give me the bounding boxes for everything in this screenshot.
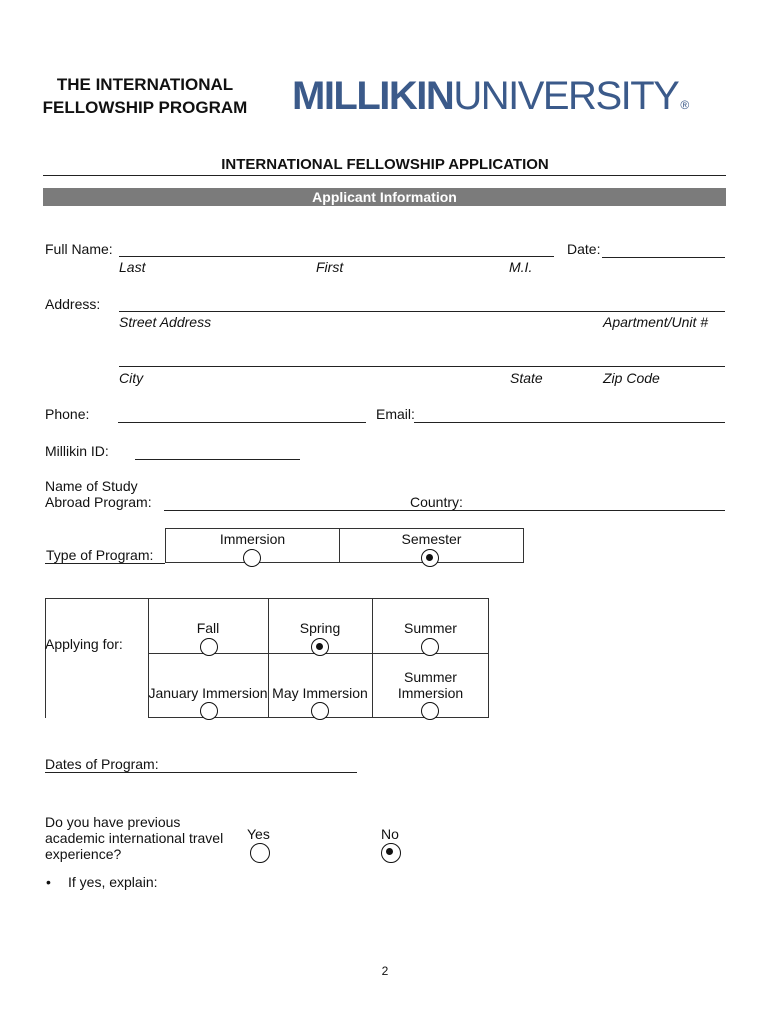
country-label: Country: [410,494,463,510]
travel-yes-radio[interactable] [250,843,270,863]
immersion-radio[interactable] [243,549,261,567]
spring-option-label: Spring [299,620,341,636]
if-yes-explain-label: If yes, explain: [68,874,158,890]
study-abroad-label-line1: Name of Study [45,478,138,494]
dates-of-program-label: Dates of Program: [45,756,159,772]
title-rule [43,175,726,176]
date-field[interactable] [602,257,725,258]
logo-light-text: UNIVERSITY [453,74,679,118]
bullet-icon: • [46,874,51,890]
program-type-underline [45,563,165,564]
phone-field[interactable] [118,422,366,423]
january-immersion-option-label: January Immersion [148,685,268,701]
semester-radio[interactable] [421,549,439,567]
zip-code-caption: Zip Code [603,370,660,386]
summer-radio[interactable] [421,638,439,656]
travel-question-line2: academic international travel [45,830,224,846]
address-label: Address: [45,296,101,312]
semester-option-label: Semester [401,531,462,547]
study-abroad-label-line2: Abroad Program: [45,494,152,510]
city-caption: City [119,370,144,386]
program-type-label: Type of Program: [46,547,154,563]
last-name-caption: Last [119,259,146,275]
summer-option-label: Summer [404,620,457,636]
summer-immersion-radio[interactable] [421,702,439,720]
street-address-caption: Street Address [119,314,212,330]
state-caption: State [510,370,543,386]
section-banner: Applicant Information [43,188,726,206]
fall-option-label: Fall [196,620,220,636]
date-label: Date: [567,241,601,257]
fall-radio[interactable] [200,638,218,656]
full-name-field[interactable] [119,256,554,257]
millikin-id-label: Millikin ID: [45,443,109,459]
millikin-id-field[interactable] [135,459,300,460]
first-name-caption: First [316,259,344,275]
logo-registered-mark: ® [680,98,688,112]
no-option-label: No [381,826,399,842]
street-address-field[interactable] [119,311,725,312]
applying-for-label-cell [45,598,149,718]
may-immersion-radio[interactable] [311,702,329,720]
spring-radio[interactable] [311,638,329,656]
travel-question-line3: experience? [45,846,122,862]
phone-label: Phone: [45,406,90,422]
page-number: 2 [381,964,389,978]
email-field[interactable] [414,422,725,423]
apartment-unit-caption: Apartment/Unit # [603,314,709,330]
middle-initial-caption: M.I. [509,259,533,275]
logo-bold-text: MILLIKIN [292,74,454,118]
study-abroad-program-field[interactable] [164,510,725,511]
immersion-option-label: Immersion [219,531,286,547]
applying-for-label: Applying for: [45,636,123,652]
summer-immersion-option-label: Summer Immersion [397,669,464,701]
may-immersion-option-label: May Immersion [272,685,368,701]
travel-question-line1: Do you have previous [45,814,181,830]
yes-option-label: Yes [247,826,270,842]
dates-of-program-field[interactable] [45,772,357,773]
city-state-zip-field[interactable] [119,366,725,367]
email-label: Email: [376,406,415,422]
travel-no-radio[interactable] [381,843,401,863]
grid-divider-2 [372,598,373,718]
form-title: INTERNATIONAL FELLOWSHIP APPLICATION [221,156,549,173]
full-name-label: Full Name: [45,241,113,257]
university-logo [292,74,688,119]
january-immersion-radio[interactable] [200,702,218,720]
program-title: THE INTERNATIONAL FELLOWSHIP PROGRAM [42,75,248,117]
